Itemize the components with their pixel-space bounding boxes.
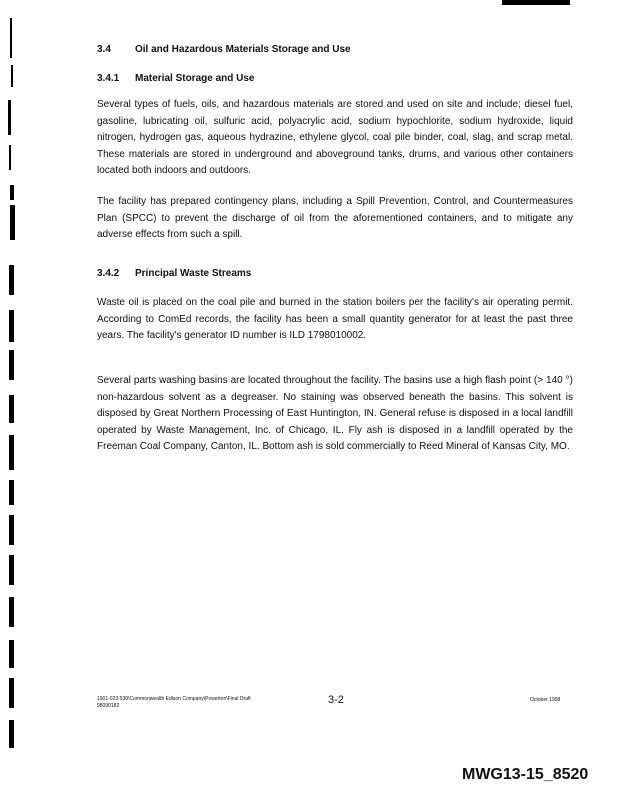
paragraph: The facility has prepared contingency plans, including a Spill Prevention, Control, and Countermeasures Plan (SPCC) to prevent the discharge of oil from the aforementioned containers, and to mitigate any adverse effects from such a spill. xyxy=(97,196,573,240)
page-number: 3-2 xyxy=(328,694,344,706)
paragraph: Several parts washing basins are located throughout the facility. The basins use a high flash point (> 140 °) non-hazardous solvent as a degreaser. No staining was observed beneath the basins. This solvent is disposed by Great Northern Processing of East Huntington, IN. General refuse is disposed in a local landfill operated by Waste Management, Inc. of Chicago, IL. Fly ash is disposed in a landfill operated by the Freeman Coal Company, Canton, IL. Bottom ash is sold commercially to Reed Mineral of Kansas City, MO. xyxy=(97,375,573,452)
paragraph: Several types of fuels, oils, and hazardous materials are stored and used on site and include; diesel fuel, gasoline, lubricating oil, sulfuric acid, polyacrylic acid, sodium hypochlorite, sodium hydroxide, liquid nitrogen, hydrogen gas, aqueous hydrazine, ethylene glycol, coal pile binder, coal, slag, and scrap metal. These materials are stored in underground and aboveground tanks, drums, and various other containers located both indoors and outdoors. xyxy=(97,99,573,176)
subsection-heading: 3.4.2 Principal Waste Streams xyxy=(97,268,252,279)
document-id: MWG13-15_8520 xyxy=(462,766,589,783)
scan-artifact xyxy=(502,0,570,5)
footer-path: 1901-023-530\Commonwealth Edison Company\Powerton\Final Draft 98090182 xyxy=(97,696,251,709)
footer-date: October 1998 xyxy=(530,697,561,703)
section-heading: 3.4 Oil and Hazardous Materials Storage and Use xyxy=(97,44,351,55)
paragraph: Waste oil is placed on the coal pile and burned in the station boilers per the facility's air operating permit. According to ComEd records, the facility has been a small quantity generator for at least the past three years. The facility's generator ID number is ILD 1798010002. xyxy=(97,297,573,341)
subsection-heading: 3.4.1 Material Storage and Use xyxy=(97,73,255,84)
